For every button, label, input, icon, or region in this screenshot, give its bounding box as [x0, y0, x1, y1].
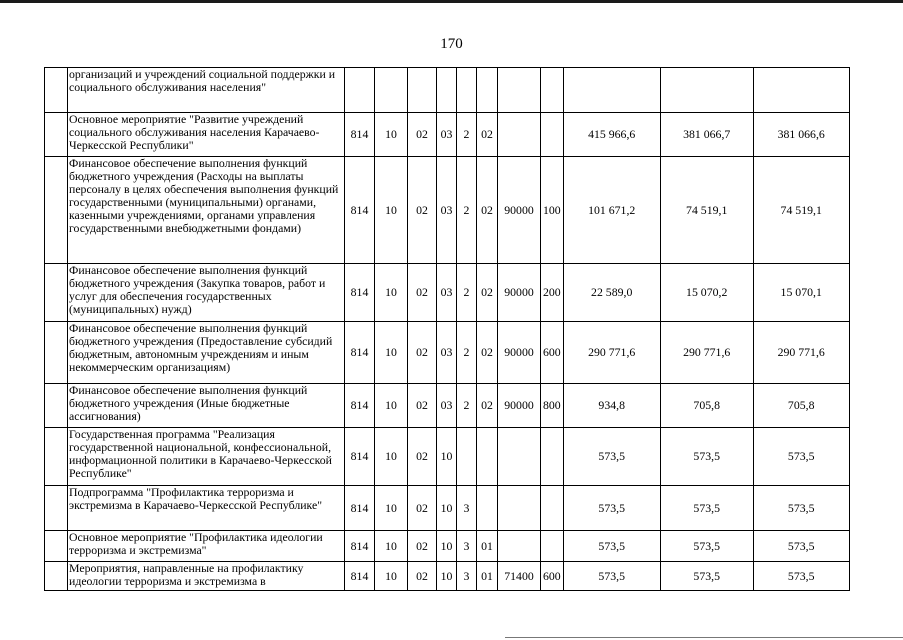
- rz-code: 10: [375, 562, 408, 591]
- sum-year-2: 573,5: [660, 428, 753, 486]
- sum-year-2: 705,8: [660, 384, 753, 428]
- subprogram-code: 3: [457, 562, 477, 591]
- sum-year-1: 415 966,6: [563, 113, 660, 157]
- event-code: 02: [477, 322, 498, 384]
- sum-year-2: [660, 68, 753, 113]
- bottom-scan-line: [505, 637, 903, 638]
- row-margin-cell: [45, 264, 68, 322]
- direction-code: [498, 68, 541, 113]
- program-code: 03: [437, 384, 457, 428]
- item-name: Основное мероприятие "Профилактика идеологии терроризма и экстремизма": [68, 531, 345, 562]
- event-code: 01: [477, 562, 498, 591]
- event-code: 01: [477, 531, 498, 562]
- program-code: 03: [437, 157, 457, 264]
- table-row: [45, 68, 850, 113]
- sum-year-3: 573,5: [753, 531, 849, 562]
- subprogram-code: 2: [457, 322, 477, 384]
- pr-code: 02: [408, 264, 437, 322]
- item-name: организаций и учреждений социальной поддержки и социального обслуживания населения": [68, 68, 345, 113]
- event-code: 02: [477, 384, 498, 428]
- rz-code: 10: [375, 531, 408, 562]
- rz-code: [375, 68, 408, 113]
- expense-type-code: [541, 531, 564, 562]
- sum-year-2: 573,5: [660, 531, 753, 562]
- expense-type-code: 200: [541, 264, 564, 322]
- event-code: [477, 68, 498, 113]
- subprogram-code: 2: [457, 384, 477, 428]
- subprogram-code: [457, 428, 477, 486]
- subprogram-code: 3: [457, 531, 477, 562]
- pr-code: 02: [408, 531, 437, 562]
- gr-code: 814: [345, 113, 375, 157]
- direction-code: 90000: [498, 264, 541, 322]
- rz-code: 10: [375, 157, 408, 264]
- table-row: [45, 486, 850, 531]
- gr-code: 814: [345, 486, 375, 531]
- row-margin-cell: [45, 428, 68, 486]
- item-name: Финансовое обеспечение выполнения функций бюджетного учреждения (Закупка товаров, работ и услуг для обеспечения государственных (муниципальных) нужд): [68, 264, 345, 322]
- event-code: 02: [477, 113, 498, 157]
- subprogram-code: 2: [457, 113, 477, 157]
- sum-year-3: 573,5: [753, 486, 849, 531]
- pr-code: 02: [408, 113, 437, 157]
- rz-code: 10: [375, 486, 408, 531]
- rz-code: 10: [375, 384, 408, 428]
- direction-code: [498, 486, 541, 531]
- program-code: 03: [437, 113, 457, 157]
- program-code: 10: [437, 562, 457, 591]
- subprogram-code: 2: [457, 157, 477, 264]
- direction-code: [498, 531, 541, 562]
- gr-code: [345, 68, 375, 113]
- expense-type-code: [541, 428, 564, 486]
- subprogram-code: 2: [457, 264, 477, 322]
- sum-year-1: 573,5: [563, 486, 660, 531]
- subprogram-code: [457, 68, 477, 113]
- event-code: [477, 486, 498, 531]
- sum-year-3: [753, 68, 849, 113]
- pr-code: 02: [408, 322, 437, 384]
- sum-year-3: 15 070,1: [753, 264, 849, 322]
- expense-type-code: 600: [541, 562, 564, 591]
- rz-code: 10: [375, 428, 408, 486]
- rz-code: 10: [375, 264, 408, 322]
- sum-year-3: 705,8: [753, 384, 849, 428]
- sum-year-1: 573,5: [563, 562, 660, 591]
- sum-year-1: 573,5: [563, 428, 660, 486]
- gr-code: 814: [345, 264, 375, 322]
- program-code: 03: [437, 322, 457, 384]
- item-name: Финансовое обеспечение выполнения функций бюджетного учреждения (Предоставление субсидий бюджетным, автономным учреждениям и иным некоммерческим организациям): [68, 322, 345, 384]
- page-number: 170: [440, 36, 463, 52]
- pr-code: 02: [408, 486, 437, 531]
- pr-code: 02: [408, 157, 437, 264]
- table-row: [45, 428, 850, 486]
- expense-type-code: [541, 68, 564, 113]
- row-margin-cell: [45, 322, 68, 384]
- row-margin-cell: [45, 68, 68, 113]
- sum-year-2: 15 070,2: [660, 264, 753, 322]
- gr-code: 814: [345, 157, 375, 264]
- sum-year-3: 290 771,6: [753, 322, 849, 384]
- row-margin-cell: [45, 384, 68, 428]
- gr-code: 814: [345, 428, 375, 486]
- rz-code: 10: [375, 322, 408, 384]
- rz-code: 10: [375, 113, 408, 157]
- top-scan-border: [0, 0, 903, 3]
- item-name: Финансовое обеспечение выполнения функций бюджетного учреждения (Иные бюджетные ассигнования): [68, 384, 345, 428]
- program-code: 10: [437, 531, 457, 562]
- program-code: [437, 68, 457, 113]
- expense-type-code: 800: [541, 384, 564, 428]
- sum-year-2: 573,5: [660, 562, 753, 591]
- program-code: 10: [437, 486, 457, 531]
- budget-table: [44, 67, 850, 591]
- item-name: Финансовое обеспечение выполнения функций бюджетного учреждения (Расходы на выплаты персоналу в целях обеспечения выполнения функций государственными (муниципальными) органами, казенными учреждениями, органами управления государственными внебюджетными фондами): [68, 157, 345, 264]
- direction-code: 90000: [498, 322, 541, 384]
- sum-year-3: 74 519,1: [753, 157, 849, 264]
- gr-code: 814: [345, 531, 375, 562]
- sum-year-1: 934,8: [563, 384, 660, 428]
- sum-year-1: 573,5: [563, 531, 660, 562]
- direction-code: 71400: [498, 562, 541, 591]
- direction-code: [498, 428, 541, 486]
- row-margin-cell: [45, 157, 68, 264]
- table-row: [45, 322, 850, 384]
- expense-type-code: 600: [541, 322, 564, 384]
- sum-year-1: 290 771,6: [563, 322, 660, 384]
- budget-table-body: [45, 68, 850, 591]
- pr-code: 02: [408, 562, 437, 591]
- direction-code: 90000: [498, 157, 541, 264]
- expense-type-code: [541, 486, 564, 531]
- sum-year-2: 381 066,7: [660, 113, 753, 157]
- table-row: [45, 264, 850, 322]
- sum-year-2: 74 519,1: [660, 157, 753, 264]
- event-code: 02: [477, 157, 498, 264]
- item-name: Основное мероприятие "Развитие учреждений социального обслуживания населения Карачаево-Черкесской Республики": [68, 113, 345, 157]
- table-row: [45, 384, 850, 428]
- sum-year-3: 381 066,6: [753, 113, 849, 157]
- sum-year-1: [563, 68, 660, 113]
- item-name: Государственная программа "Реализация государственной национальной, конфессиональной, информационной политики в Карачаево-Черкесской Республике": [68, 428, 345, 486]
- gr-code: 814: [345, 322, 375, 384]
- sum-year-2: 573,5: [660, 486, 753, 531]
- gr-code: 814: [345, 384, 375, 428]
- table-row: [45, 562, 850, 591]
- gr-code: 814: [345, 562, 375, 591]
- table-row: [45, 113, 850, 157]
- row-margin-cell: [45, 486, 68, 531]
- event-code: [477, 428, 498, 486]
- pr-code: 02: [408, 428, 437, 486]
- program-code: 03: [437, 264, 457, 322]
- pr-code: [408, 68, 437, 113]
- table-row: [45, 157, 850, 264]
- expense-type-code: 100: [541, 157, 564, 264]
- item-name: Подпрограмма "Профилактика терроризма и экстремизма в Карачаево-Черкесской Республике": [68, 486, 345, 531]
- direction-code: [498, 113, 541, 157]
- expense-type-code: [541, 113, 564, 157]
- sum-year-1: 101 671,2: [563, 157, 660, 264]
- row-margin-cell: [45, 562, 68, 591]
- sum-year-3: 573,5: [753, 428, 849, 486]
- row-margin-cell: [45, 531, 68, 562]
- subprogram-code: 3: [457, 486, 477, 531]
- budget-table-wrapper: [44, 67, 850, 591]
- pr-code: 02: [408, 384, 437, 428]
- sum-year-1: 22 589,0: [563, 264, 660, 322]
- direction-code: 90000: [498, 384, 541, 428]
- sum-year-2: 290 771,6: [660, 322, 753, 384]
- sum-year-3: 573,5: [753, 562, 849, 591]
- program-code: 10: [437, 428, 457, 486]
- row-margin-cell: [45, 113, 68, 157]
- event-code: 02: [477, 264, 498, 322]
- table-row: [45, 531, 850, 562]
- item-name: Мероприятия, направленные на профилактику идеологии терроризма и экстремизма в: [68, 562, 345, 591]
